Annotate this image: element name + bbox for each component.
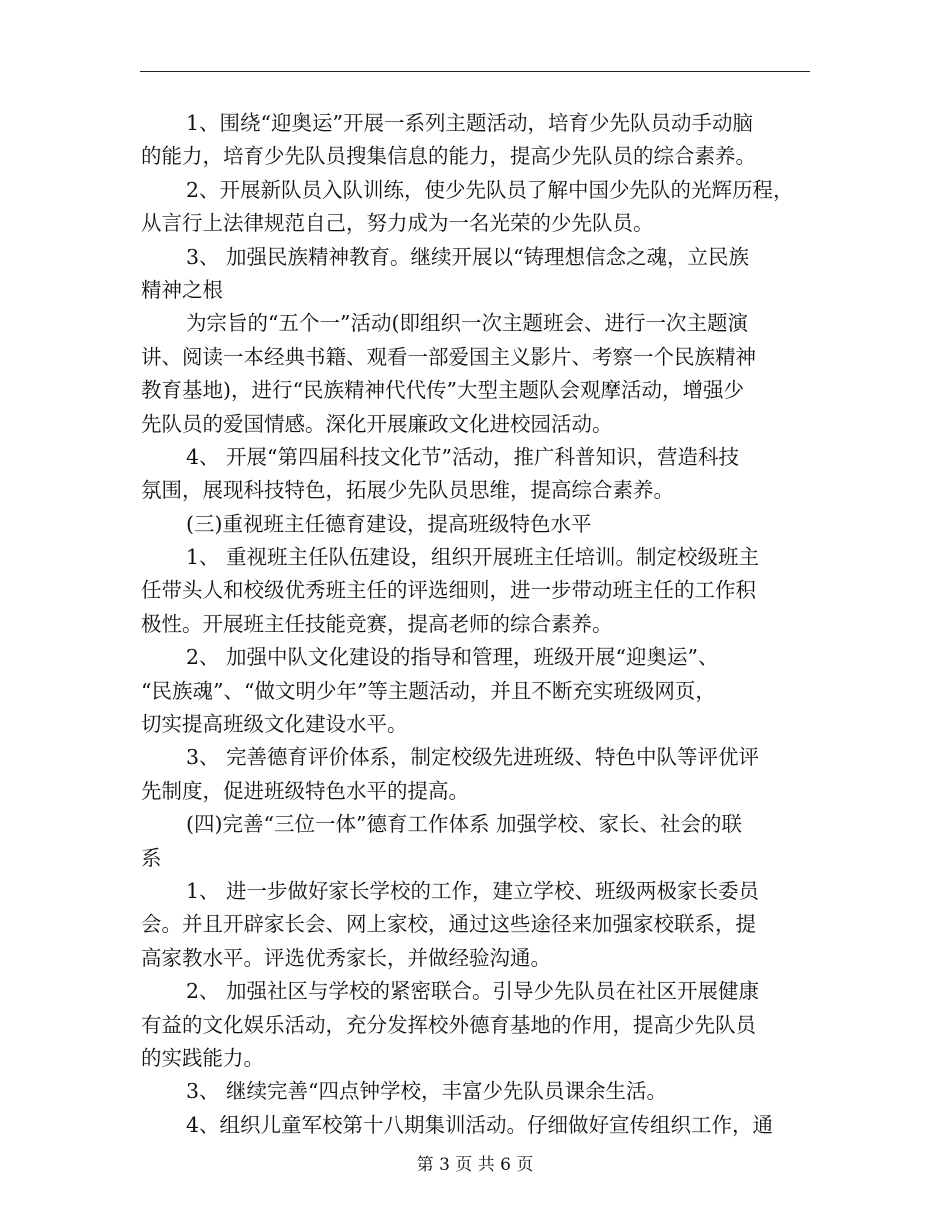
- paragraph-line: 氛围，展现科技特色，拓展少先队员思维，提高综合素养。: [141, 478, 674, 503]
- paragraph-line: “民族魂”、“做文明少年”等主题活动，并且不断充实班级网页，: [141, 678, 716, 703]
- paragraph-line: 3、 完善德育评价体系，制定校级先进班级、特色中队等评优评: [186, 745, 760, 770]
- paragraph-line: 讲、阅读一本经典书籍、观看一部爱国主义影片、考察一个民族精神: [141, 344, 756, 369]
- page-footer: [0, 1153, 950, 1177]
- header-rule: [140, 71, 810, 72]
- paragraph-line: 切实提高班级文化建设水平。: [141, 712, 408, 737]
- paragraph-line: 3、 加强民族精神教育。继续开展以“铸理想信念之魂，立民族: [186, 244, 750, 269]
- paragraph-line: 为宗旨的“五个一”活动(即组织一次主题班会、进行一次主题演: [186, 311, 748, 336]
- paragraph-line: 2、开展新队员入队训练，使少先队员了解中国少先队的光辉历程，: [186, 177, 794, 202]
- paragraph-line: 的能力，培育少先队员搜集信息的能力，提高少先队员的综合素养。: [141, 144, 756, 169]
- paragraph-line: 4、 开展“第四届科技文化节”活动，推广科普知识，营造科技: [186, 444, 740, 469]
- paragraph-line: 先队员的爱国情感。深化开展廉政文化进校园活动。: [141, 411, 613, 436]
- section-heading: (四)完善“三位一体”德育工作体系 加强学校、家长、社会的联: [186, 812, 742, 837]
- paragraph-line: 4、组织儿童军校第十八期集训活动。仔细做好宣传组织工作，通: [186, 1112, 774, 1137]
- paragraph-line: 会。并且开辟家长会、网上家校，通过这些途径来加强家校联系，提: [141, 912, 756, 937]
- body-text: [141, 107, 811, 1142]
- paragraph-line: 2、 加强社区与学校的紧密联合。引导少先队员在社区开展健康: [186, 979, 760, 1004]
- paragraph-line: 3、 继续完善“四点钟学校，丰富少先队员课余生活。: [186, 1079, 668, 1104]
- paragraph-line: 任带头人和校级优秀班主任的评选细则，进一步带动班主任的工作积: [141, 578, 756, 603]
- paragraph-line: 1、 进一步做好家长学校的工作，建立学校、班级两极家长委员: [186, 878, 760, 903]
- paragraph-line: 先制度，促进班级特色水平的提高。: [141, 778, 469, 803]
- paragraph-line: 极性。开展班主任技能竞赛，提高老师的综合素养。: [141, 611, 613, 636]
- paragraph-line: 教育基地)，进行“民族精神代代传”大型主题队会观摩活动，增强少: [141, 378, 744, 403]
- paragraph-line: 1、 重视班主任队伍建设，组织开展班主任培训。制定校级班主: [186, 545, 760, 570]
- paragraph-line: 的实践能力。: [141, 1045, 264, 1070]
- section-heading: 系: [141, 845, 162, 870]
- paragraph-line: 精神之根: [141, 277, 223, 302]
- paragraph-line: 从言行上法律规范自己，努力成为一名光荣的少先队员。: [141, 211, 654, 236]
- paragraph-line: 有益的文化娱乐活动，充分发挥校外德育基地的作用，提高少先队员: [141, 1012, 756, 1037]
- paragraph-line: 2、 加强中队文化建设的指导和管理，班级开展“迎奥运”、: [186, 645, 719, 670]
- paragraph-line: 高家教水平。评选优秀家长，并做经验沟通。: [141, 945, 551, 970]
- page-number: 第 3 页 共 6 页: [416, 1155, 534, 1175]
- section-heading: (三)重视班主任德育建设，提高班级特色水平: [186, 511, 592, 536]
- paragraph-line: 1、围绕“迎奥运”开展一系列主题活动，培育少先队员动手动脑: [186, 111, 754, 135]
